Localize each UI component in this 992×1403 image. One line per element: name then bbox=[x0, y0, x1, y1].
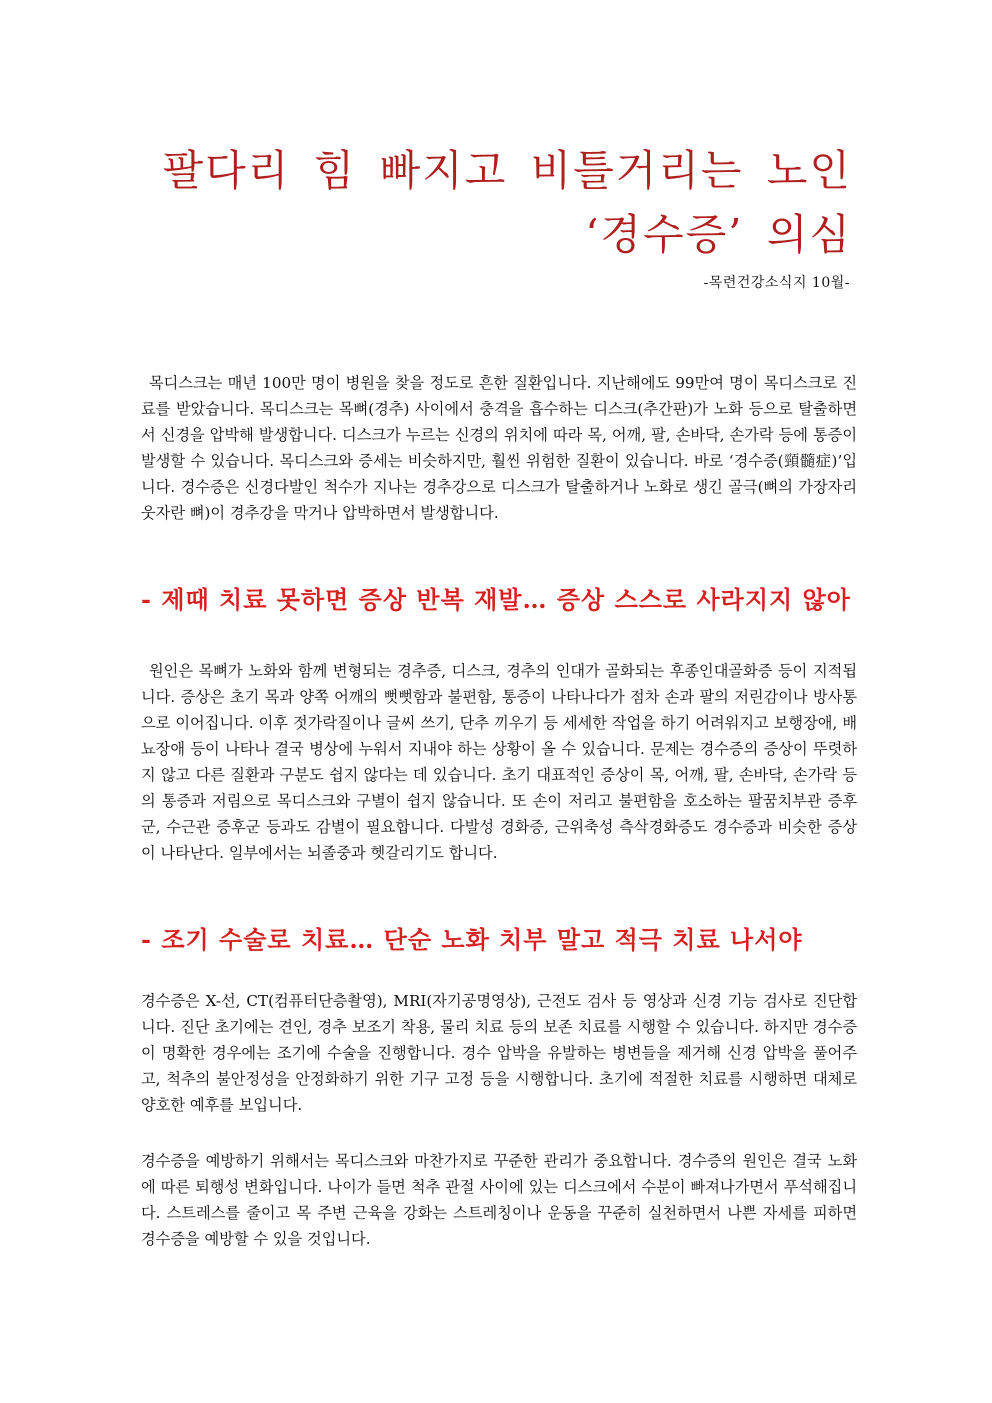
section-heading-2: - 조기 수술로 치료… 단순 노화 치부 말고 적극 치료 나서야 bbox=[141, 925, 803, 954]
source-line: -목련건강소식지 10월- bbox=[703, 275, 850, 291]
paragraph-intro: 목디스크는 매년 100만 명이 병원을 찾을 정도로 흔한 질환입니다. 지난해에도 99만여 명이 목디스크로 진료를 받았습니다. 목디스크는 목뼈(경추) 사이에서 충격을 흡수하는 디스크(추간판)가 노화 등으로 탈출하면서 신경을 압박해 발생합니다. 디스크가 누르는 신경의 위치에 따라 목, 어깨, 팔, 손바닥, 손가락 등에 통증이 발생할 수 있습니다. 목디스크와 증세는 비슷하지만, 훨씬 위험한 질환이 있습니다. 바로 ‘경수증(頸髓症)’입니다. 경수증은 신경다발인 척수가 지나는 경추강으로 디스크가 탈출하거나 노화로 생긴 골극(뼈의 가장자리 웃자란 뼈)이 경추강을 막거나 압박하면서 발생합니다. bbox=[141, 374, 857, 522]
paragraph-treatment: 경수증은 X-선, CT(컴퓨터단층촬영), MRI(자기공명영상), 근전도 검사 등 영상과 신경 기능 검사로 진단합니다. 진단 초기에는 견인, 경추 보조기 착용, 물리 치료 등의 보존 치료를 시행할 수 있습니다. 하지만 경수증이 명확한 경우에는 조기에 수술을 진행합니다. 경수 압박을 유발하는 병변들을 제거해 신경 압박을 풀어주고, 척추의 불안정성을 안정화하기 위한 기구 고정 등을 시행합니다. 초기에 적절한 치료를 시행하면 대체로 양호한 예후를 보입니다. bbox=[141, 992, 857, 1114]
title-line-2: ‘경수증’ 의심 bbox=[585, 210, 852, 259]
paragraph-causes: 원인은 목뼈가 노화와 함께 변형되는 경추증, 디스크, 경추의 인대가 골화되는 후종인대골화증 등이 지적됩니다. 증상은 초기 목과 양쪽 어깨의 뻣뻣함과 불편함, 통증이 나타나다가 점차 손과 팔의 저린감이나 방사통으로 이어집니다. 이후 젓가락질이나 글씨 쓰기, 단추 끼우기 등 세세한 작업을 하기 어려워지고 보행장애, 배뇨장애 등이 나타나 결국 병상에 누워서 지내야 하는 상황이 올 수 있습니다. 문제는 경수증의 증상이 뚜렷하지 않고 다른 질환과 구분도 쉽지 않다는 데 있습니다. 초기 대표적인 증상이 목, 어깨, 팔, 손바닥, 손가락 등의 통증과 저림으로 목디스크와 구별이 쉽지 않습니다. 또 손이 저리고 불편함을 호소하는 팔꿈치부관 증후군, 수근관 증후군 등과도 감별이 필요합니다. 다발성 경화증, 근위축성 측삭경화증도 경수증과 비슷한 증상이 나타난다. 일부에서는 뇌졸중과 헷갈리기도 합니다. bbox=[141, 662, 857, 862]
paragraph-prevention: 경수증을 예방하기 위해서는 목디스크와 마찬가지로 꾸준한 관리가 중요합니다. 경수증의 원인은 결국 노화에 따른 퇴행성 변화입니다. 나이가 들면 척추 관절 사이에 있는 디스크에서 수분이 빠져나가면서 푸석해집니다. 스트레스를 줄이고 목 주변 근육을 강화는 스트레칭이나 운동을 꾸준히 실천하면서 나쁜 자세를 피하면 경수증을 예방할 수 있을 것입니다. bbox=[141, 1152, 857, 1248]
title-line-1: 팔다리 힘 빠지고 비틀거리는 노인 bbox=[162, 146, 852, 195]
section-heading-1: - 제때 치료 못하면 증상 반복 재발… 증상 스스로 사라지지 않아 bbox=[141, 585, 851, 614]
